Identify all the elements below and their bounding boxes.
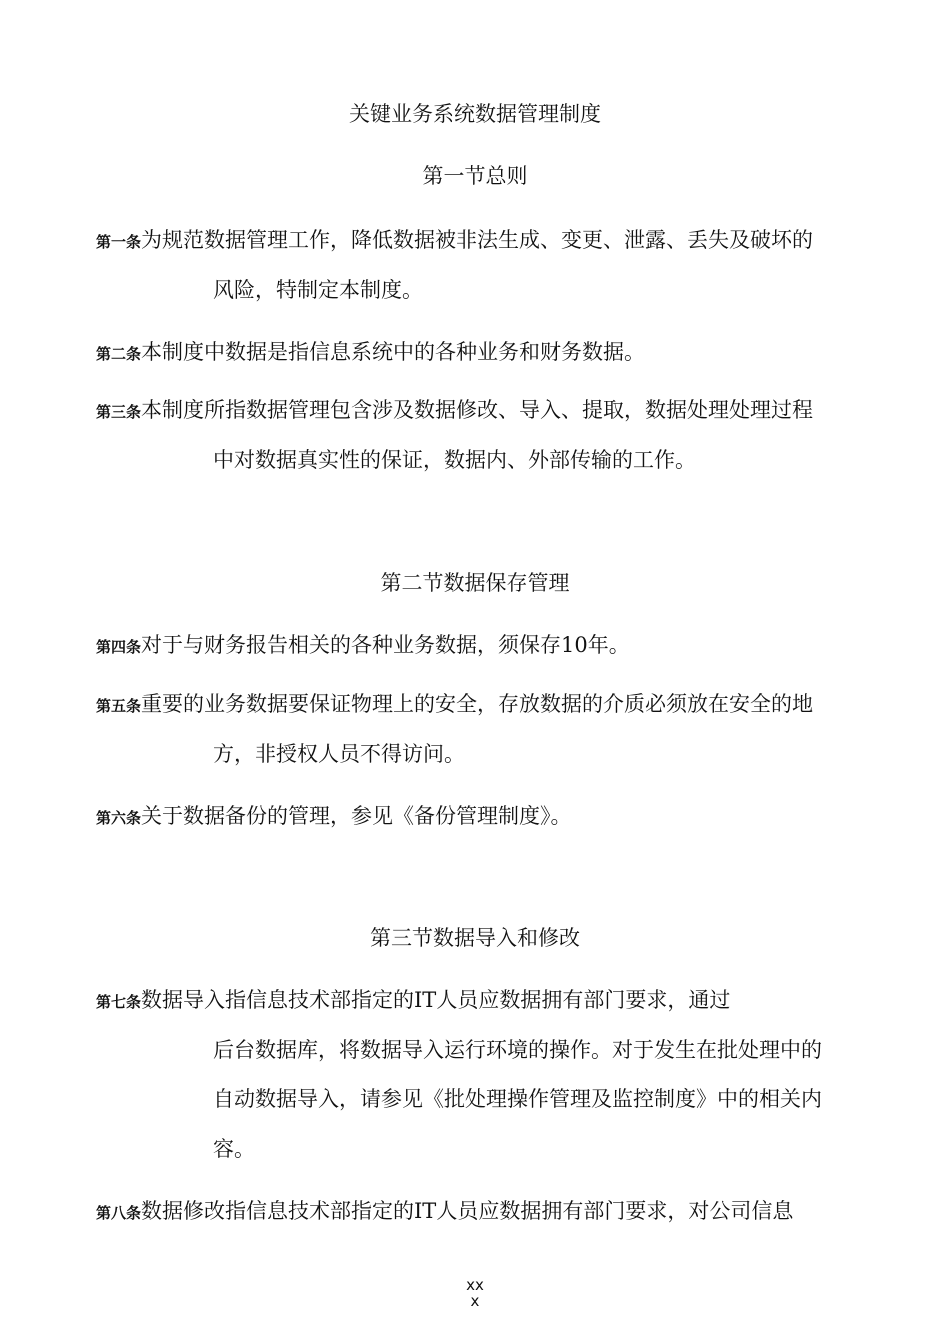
article-continuation: 方，非授权人员不得访问。 xyxy=(213,742,465,766)
article-label: 第二条 xyxy=(96,345,142,363)
article-text: 数据修改指信息技术部指定的IT人员应数据拥有部门要求，对公司信息 xyxy=(141,1199,794,1223)
article-text: 对于与财务报告相关的各种业务数据，须保存10年。 xyxy=(141,633,630,657)
article-label: 第三条 xyxy=(96,403,142,421)
article-text: 重要的业务数据要保证物理上的安全，存放数据的介质必须放在安全的地 xyxy=(141,692,814,716)
article xyxy=(96,338,645,368)
article-continuation: 风险，特制定本制度。 xyxy=(213,278,423,302)
section-heading: 第三节数据导入和修改 xyxy=(370,926,580,950)
section-heading: 第一节总则 xyxy=(422,164,528,188)
article-label: 第四条 xyxy=(96,638,142,656)
article-text: 本制度所指数据管理包含涉及数据修改、导入、提取，数据处理处理过程 xyxy=(141,398,814,422)
document-title: 关键业务系统数据管理制度 xyxy=(349,102,601,126)
article-label: 第七条 xyxy=(96,993,142,1011)
article xyxy=(96,226,813,256)
article-continuation: 中对数据真实性的保证，数据内、外部传输的工作。 xyxy=(213,448,696,472)
article-continuation: 后台数据库，将数据导入运行环境的操作。对于发生在批处理中的 xyxy=(213,1038,822,1062)
page-footer-line-2: x xyxy=(470,1292,480,1310)
article-continuation: 自动数据导入，请参见《批处理操作管理及监控制度》中的相关内 xyxy=(213,1087,822,1111)
article xyxy=(96,631,630,661)
article-text: 本制度中数据是指信息系统中的各种业务和财务数据。 xyxy=(141,340,646,364)
article xyxy=(96,802,572,832)
article-text: 为规范数据管理工作，降低数据被非法生成、变更、泄露、丢失及破坏的 xyxy=(141,228,814,252)
article-text: 数据导入指信息技术部指定的IT人员应数据拥有部门要求，通过 xyxy=(141,988,731,1012)
article-label: 第六条 xyxy=(96,809,142,827)
article xyxy=(96,690,813,720)
article-label: 第五条 xyxy=(96,697,142,715)
article-label: 第一条 xyxy=(96,233,142,251)
article-continuation: 容。 xyxy=(213,1137,255,1161)
article-label: 第八条 xyxy=(96,1204,142,1222)
article xyxy=(96,1197,793,1227)
page-footer-line-1: xx xyxy=(466,1276,484,1294)
article-text: 关于数据备份的管理，参见《备份管理制度》。 xyxy=(141,804,572,828)
article xyxy=(96,986,730,1016)
section-heading: 第二节数据保存管理 xyxy=(380,571,570,595)
article xyxy=(96,396,813,426)
